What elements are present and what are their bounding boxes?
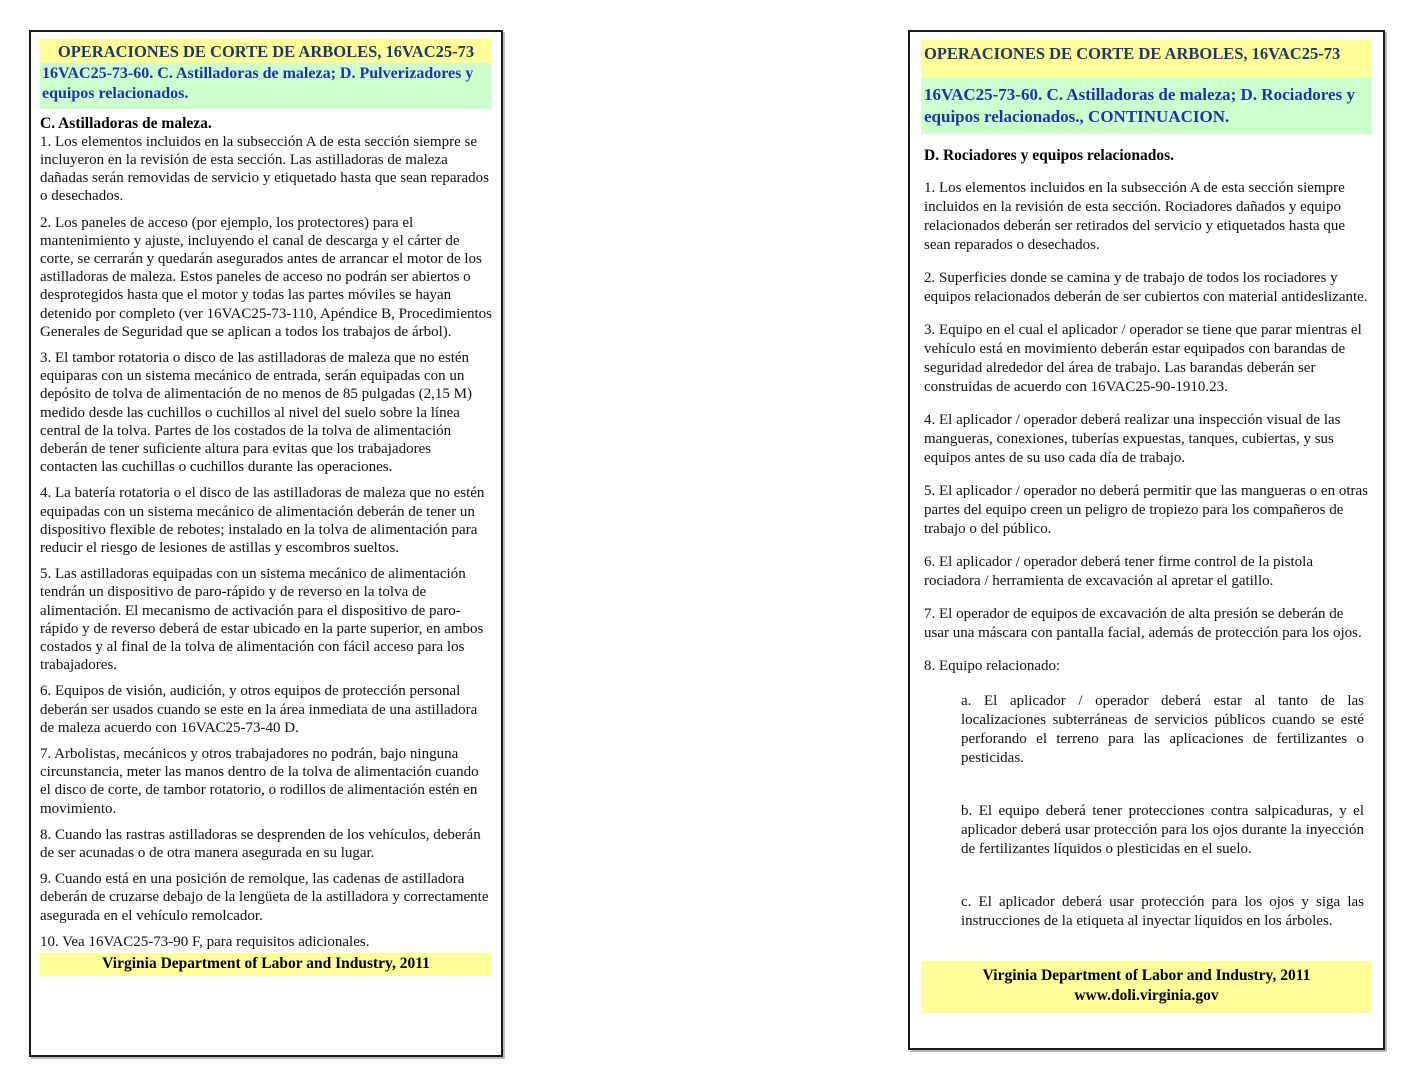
left-paragraph-7: 7. Arbolistas, mecánicos y otros trabajadores no podrán, bajo ninguna circunstancia, meter las manos dentro de la tolva de alimentación cuando el disco de corte, de tambor rotatorio, o rodillos de alimentación estén en movimiento. <box>40 746 479 817</box>
right-paragraph-7: 7. El operador de equipos de excavación de alta presión se deberán de usar una máscara con pantalla facial, además de protección para los ojos. <box>924 605 1362 641</box>
left-paragraph-8: 8. Cuando las rastras astilladoras se desprenden de los vehículos, deberán de ser acunadas o de otra manera asegurada en su lugar. <box>40 826 481 862</box>
page-right <box>908 30 1385 1050</box>
left-paragraph-1: 1. Los elementos incluidos en la subsección A de esta sección siempre se incluyeron en la revisión de esta sección. Las astilladoras de maleza dañadas serán removidas de servicio y etiquetado hasta que sean reparados o desechados. <box>40 133 489 205</box>
right-page-footer <box>921 961 1372 1013</box>
right-subitem-b: b. El equipo deberá tener protecciones contra salpicaduras, y el aplicador deberá usar protección para los ojos durante la inyección de fertilizantes líquidos o plesticidas en el suelo. <box>961 802 1364 857</box>
right-paragraph-2: 2. Superficies donde se camina y de trabajo de todos los rociadores y equipos relacionados deberán de ser cubiertos con material antideslizante. <box>924 269 1368 305</box>
right-paragraph-6: 6. El aplicador / operador deberá tener firme control de la pistola rociadora / herramienta de excavación al apretar el gatillo. <box>924 553 1314 589</box>
right-subitem-c: c. El aplicador deberá usar protección para los ojos y siga las instrucciones de la etiqueta al inyectar líquidos en los árboles. <box>961 893 1364 929</box>
right-paragraph-8: 8. Equipo relacionado: <box>924 657 1061 674</box>
right-page-title: OPERACIONES DE CORTE DE ARBOLES, 16VAC25-73 <box>921 40 1372 78</box>
left-paragraph-5: 5. Las astilladoras equipadas con un sistema mecánico de alimentación tendrán un dispositivo de paro-rápido y de reverso en la tolva de alimentación. El mecanismo de activación para el dispositivo de paro-rápido y de reverso deberá de estar ubicado en la parte superior, en ambos costados y al final de la tolva de alimentación con fácil acceso para los trabajadores. <box>40 566 484 674</box>
left-section-heading: C. Astilladoras de maleza. <box>40 114 212 132</box>
left-page-subtitle: 16VAC25-73-60. C. Astilladoras de maleza; D. Pulverizadores y equipos relacionados. <box>40 63 492 109</box>
left-page-title: OPERACIONES DE CORTE DE ARBOLES, 16VAC25-73 <box>40 39 492 63</box>
left-page-footer: Virginia Department of Labor and Industry, 2011 <box>40 953 492 976</box>
left-paragraph-2: 2. Los paneles de acceso (por ejemplo, los protectores) para el mantenimiento y ajuste, incluyendo el canal de descarga y el cárter de corte, se cerrarán y quedarán asegurados antes de arrancar el motor de los astilladoras de maleza. Estos paneles de acceso no podrán ser abiertos o desprotegidos hasta que el motor y todas las partes móviles se hayan detenido por completo (ver 16VAC25-73-110, Apéndice B, Procedimientos Generales de Seguridad que se aplican a todos los trabajos de árbol). <box>40 214 492 340</box>
right-subitem-a: a. El aplicador / operador deberá estar al tanto de las localizaciones subterráneas de servicios públicos cuando se esté perforando el terreno para las aplicaciones de fertilizantes o pesticidas. <box>961 692 1364 766</box>
left-paragraph-6: 6. Equipos de visión, audición, y otros equipos de protección personal deberán ser usados cuando se este en la área inmediata de una astilladora de maleza acuerdo con 16VAC25-73-40 D. <box>40 683 478 736</box>
right-section-heading: D. Rociadores y equipos relacionados. <box>924 146 1175 164</box>
right-page-subtitle: 16VAC25-73-60. C. Astilladoras de maleza; D. Rociadores y equipos relacionados., CONTINUACION. <box>921 78 1372 134</box>
left-paragraph-3: 3. El tambor rotatoria o disco de las astilladoras de maleza que no estén equiparas con un sistema mecánico de entrada, serán equipadas con un depósito de tolva de alimentación de no menos de 85 pulgadas (2,15 M) medido desde las cuchillos o cuchillos al nivel del suelo sobre la línea central de la tolva. Partes de los costados de la tolva de alimentación deberán de tener suficiente altura para evitas que los trabajadores contacten las cuchillas o cuchillos durante las operaciones. <box>40 349 472 476</box>
right-footer-url: www.doli.virginia.gov <box>1074 987 1219 1005</box>
right-paragraph-4: 4. El aplicador / operador deberá realizar una inspección visual de las mangueras, conexiones, tuberías expuestas, tanques, cubiertas, y sus equipos antes de su uso cada día de trabajo. <box>924 411 1341 466</box>
right-paragraph-5: 5. El aplicador / operador no deberá permitir que las mangueras o en otras partes del equipo creen un peligro de tropiezo para los compañeros de trabajo o del público. <box>924 482 1369 537</box>
right-footer-line1: Virginia Department of Labor and Industry, 2011 <box>982 966 1311 984</box>
right-paragraph-3: 3. Equipo en el cual el aplicador / operador se tiene que parar mientras el vehículo está en movimiento deberán estar equipados con barandas de seguridad alrededor del área de trabajo. Las barandas deberán ser construidas de acuerdo con 16VAC25-90-1910.23. <box>924 321 1362 395</box>
left-paragraph-9: 9. Cuando está en una posición de remolque, las cadenas de astilladora deberán de cruzarse debajo de la lengüeta de la astilladora y correctamente asegurada en el vehículo remolcador. <box>40 871 489 924</box>
left-paragraph-10: 10. Vea 16VAC25-73-90 F, para requisitos adicionales. <box>40 933 370 950</box>
page-left <box>29 30 503 1057</box>
right-paragraph-1: 1. Los elementos incluidos en la subsección A de esta sección siempre incluidos en la revisión de esta sección. Rociadores dañados y equipo relacionados deberán ser retirados del servicio y etiquetados hasta que sean reparados o desechados. <box>924 179 1346 253</box>
left-paragraph-4: 4. La batería rotatoria o el disco de las astilladoras de maleza que no estén equipadas con un sistema mecánico de alimentación deberán de tener un dispositivo flexible de rebotes; instalado en la tolva de alimentación para reducir el riesgo de lesiones de astillas y escombros sueltos. <box>40 485 485 556</box>
